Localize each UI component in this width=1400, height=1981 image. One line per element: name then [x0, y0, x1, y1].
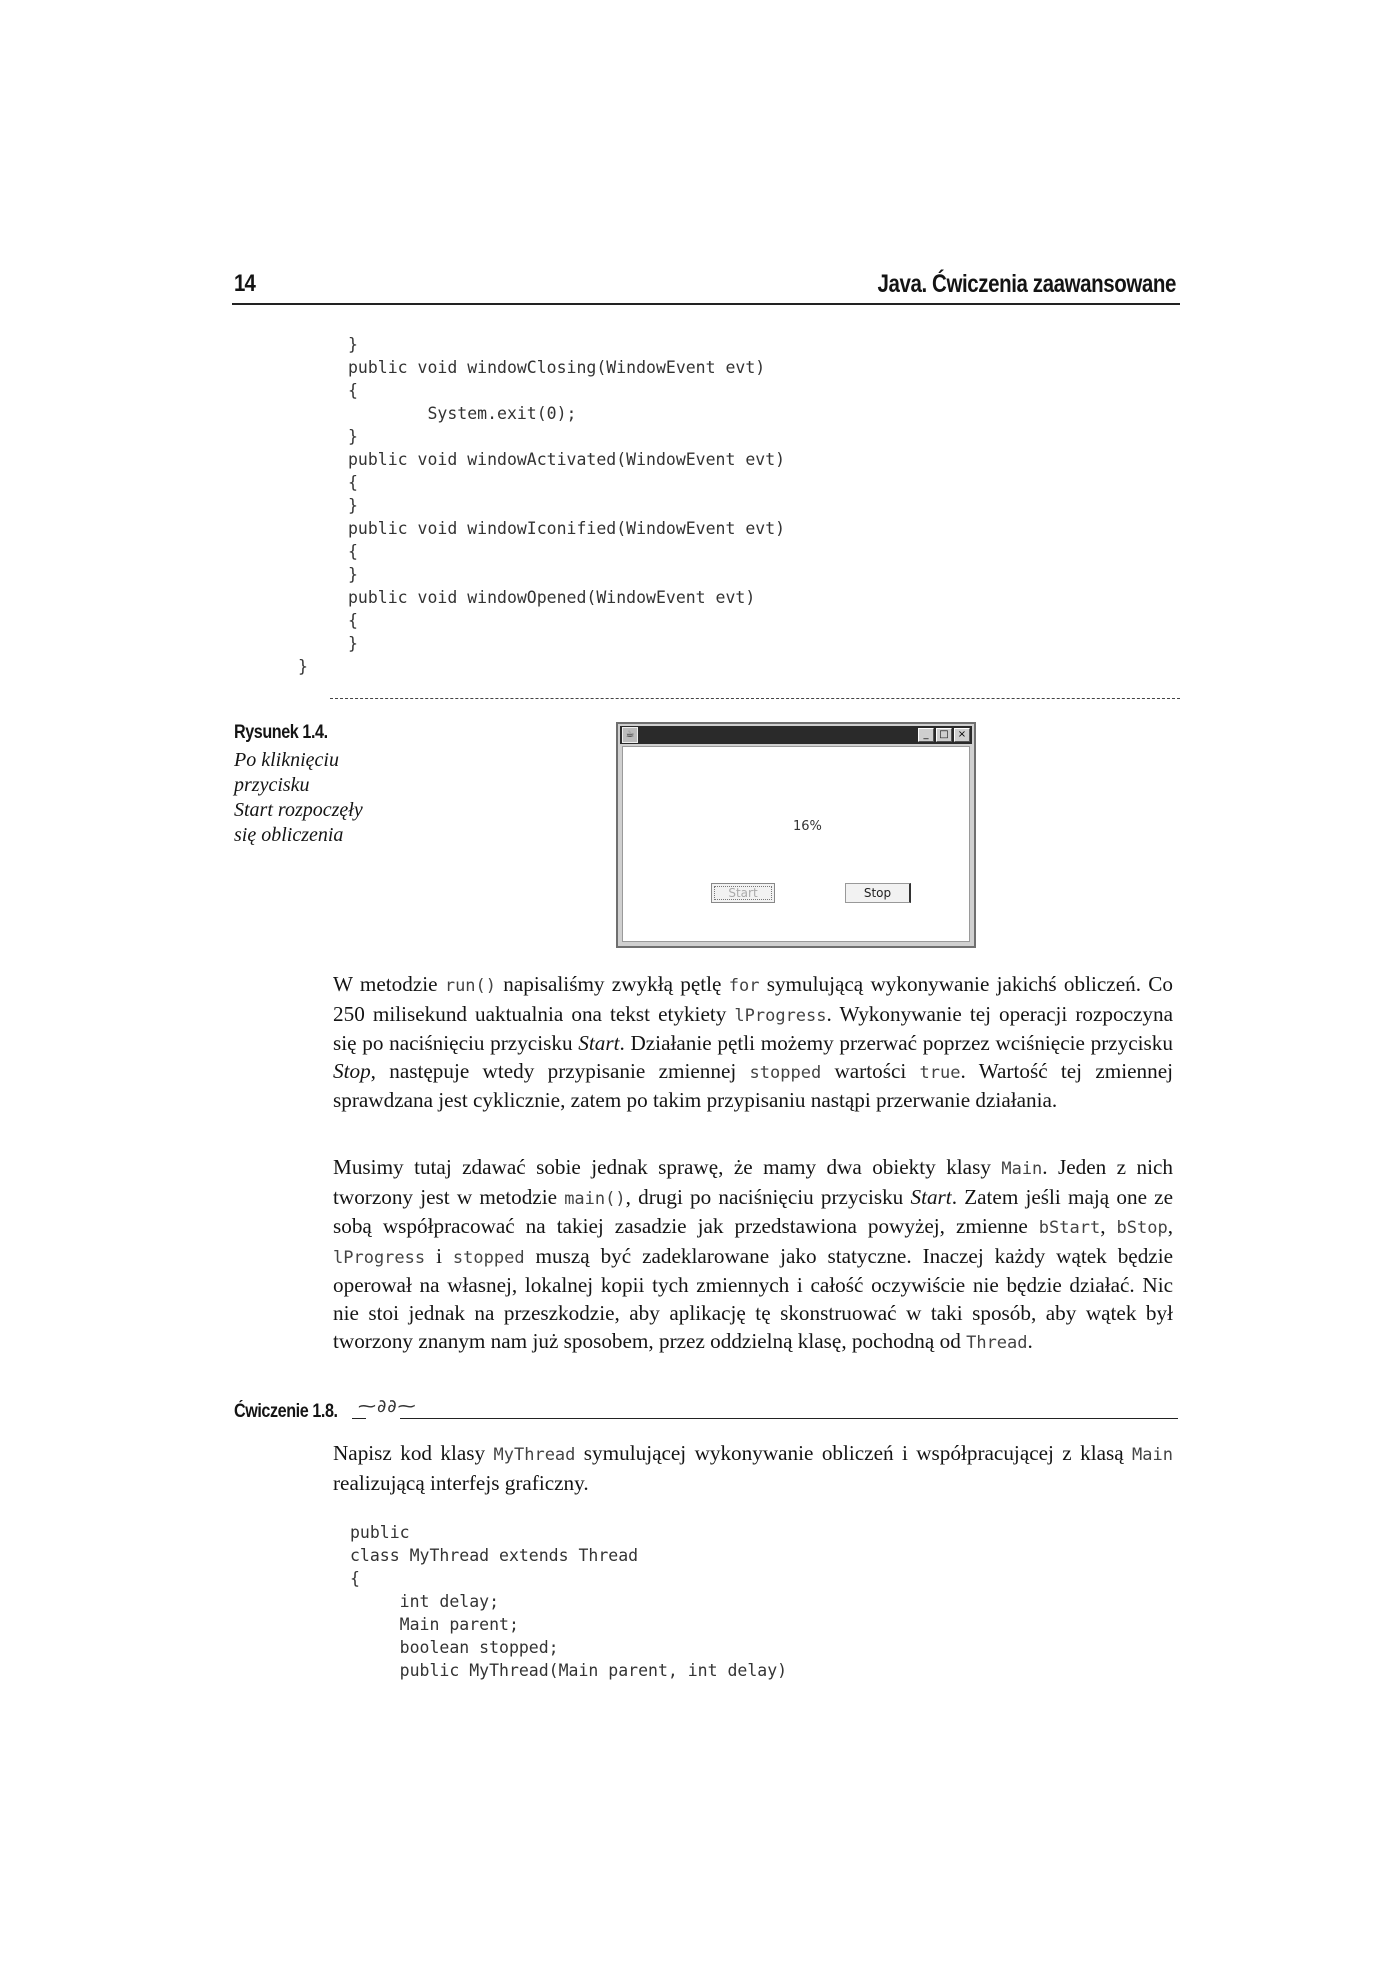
exercise-task-text: Napisz kod klasy MyThread symulującej wykonywanie obliczeń i współpracującej z klasą Main realizującą interfejs graficzny.: [333, 1441, 1173, 1495]
page-number: 14: [234, 270, 255, 297]
exercise-label: Ćwiczenie 1.8.: [234, 1401, 338, 1422]
figure-caption-line: Start rozpoczęły: [234, 799, 363, 821]
window-client-area: [622, 746, 970, 942]
start-button[interactable]: Start: [711, 883, 775, 903]
figure-caption-line: Po kliknięciu: [234, 749, 339, 771]
exercise-rule: [400, 1418, 1178, 1419]
header-rule: [232, 303, 1180, 305]
minimize-button[interactable]: _: [918, 728, 934, 742]
paragraph-static-vars: Musimy tutaj zdawać sobie jednak sprawę, że mamy dwa obiekty klasy Main. Jeden z nich tworzony jest w metodzie main(), drugi po naciśnięciu przycisku Start. Zatem jeśli mają one ze sobą współpracować na takiej zasadzie jak przedstawiona powyżej, zmienne bStart, bStop, lProgress i stopped muszą być zadeklarowane jako statyczne. Inaczej każdy wątek będzie operował na własnej, lokalnej kopii tych zmiennych i całość oczywiście nie będzie działać. Nic nie stoi jednak na przeszkodzie, aby aplikację tę skonstruować w taki sposób, aby wątek był tworzony znanym nam już sposobem, przez oddzielną klasę, pochodną od Thread.: [333, 1155, 1174, 1353]
java-app-icon: ☕: [622, 727, 638, 743]
code-listing-top: } public void windowClosing(WindowEvent evt) { System.exit(0); } public void windowActivated(WindowEvent evt) { } public void windowIconified(WindowEvent evt) { } public void windowOpened(WindowEvent evt) { }: [348, 335, 786, 653]
paragraph-run-method: W metodzie run() napisaliśmy zwykłą pętlę for symulującą wykonywanie jakichś obliczeń. Co 250 milisekund uaktualnia ona tekst etykiety lProgress. Wykonywanie tej operacji rozpoczyna się po naciśnięciu przycisku Start. Działanie pętli możemy przerwać poprzez wciśnięcie przycisku Stop, następuje wtedy przypisanie zmiennej stopped wartości true. Wartość tej zmiennej sprawdzana jest cyklicznie, zatem po takim przypisaniu nastąpi przerwanie działania.: [333, 972, 1174, 1113]
figure-caption-line: przycisku: [234, 774, 310, 796]
figure-caption-line: się obliczenia: [234, 824, 344, 846]
figure-label: Rysunek 1.4.: [234, 722, 328, 743]
stop-button[interactable]: Stop: [845, 883, 911, 903]
exercise-rule-left: [352, 1418, 366, 1419]
code-listing-bottom: public class MyThread extends Thread { int delay; Main parent; boolean stopped; public MyThread(Main parent, int delay): [350, 1523, 788, 1680]
app-window-screenshot: [616, 722, 976, 948]
maximize-button[interactable]: □: [936, 728, 952, 742]
exercise-ornament-icon: ⁓∂∂⁓: [358, 1396, 417, 1417]
progress-label: 16%: [793, 819, 822, 834]
code-listing-top-closing: }: [298, 657, 308, 676]
running-title: Java. Ćwiczenia zaawansowane: [877, 270, 1176, 298]
window-titlebar: [620, 726, 972, 744]
close-button[interactable]: ×: [954, 728, 970, 742]
figure-caption: [234, 748, 414, 848]
code-end-rule: [330, 698, 1180, 699]
